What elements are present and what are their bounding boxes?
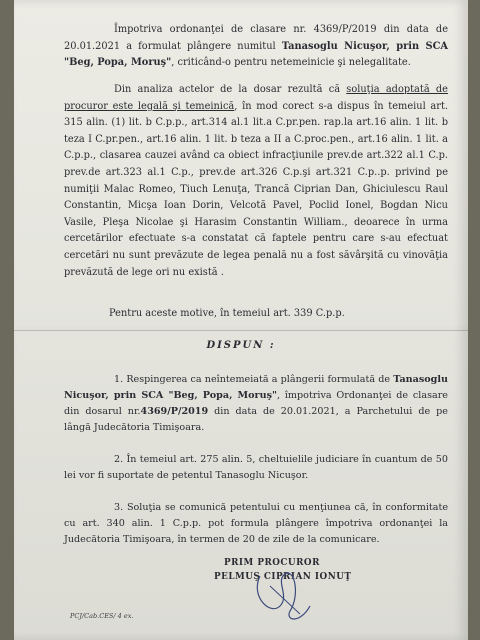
- section-heading: DISPUN :: [206, 340, 276, 351]
- case-number: 4369/P/2019: [140, 406, 209, 417]
- petitioner-name: Tanasoglu Nicuşor, prin SCA "Beg, Popa, Moruş": [64, 40, 448, 69]
- text: , în mod corect s-a dispus în temeiul art. 315 alin. (1) lit. b C.p.p., art.314 al.1 lit.a C.pr.pen. rap.la art.16 alin. 1 lit. b teza I C.pr.pen., art.16 alin. 1 lit. b teza a II a C.proc.pen., art.16 alin. 1 lit. a C.p.p., clasarea cauzei având ca obiect infracţiunile prev.de art.322 al.1 C.p. prev.de art.323 al.1 C.p., prev.de art.326 C.p.şi art.321 C.p..p. privind pe numiţii Malac Romeo, Tiuch Lenuţa, Trancă Ciprian Dan, Ghiciulescu Raul Constantin, Micşa Ioan Dorin, Velcotă Pavel, Poclid Ionel, Bogdan Nicu Vasile, Pleşa Nicolae şi Harasim Constantin William., deoarece în urma cercetărilor efectuate s-a constatat că faptele pentru care s-au efectuat cercetări nu sunt prevăzute de legea penală nu a fost săvârşită cu vinovăţia prevăzută de lege ori nu există .: [64, 100, 449, 278]
- text: , criticând-o pentru netemeinicie şi nelegalitate.: [171, 57, 411, 69]
- disposition-item-1: [64, 372, 448, 436]
- paragraph-complaint: [64, 22, 448, 72]
- signature-title: PRIM PROCUROR: [224, 558, 320, 568]
- text: , împotriva Ordonanţei de clasare din dosarul nr.: [64, 390, 448, 417]
- paragraph-analysis: [64, 82, 448, 281]
- handwritten-signature-icon: [240, 566, 330, 626]
- petitioner-name: Tanasoglu Nicuşor, prin SCA "Beg, Popa, Moruş": [64, 374, 448, 401]
- text: Împotriva ordonanţei de clasare nr. 4369/P/2019 din data de 20.01.2021 a formulat plângere numitul: [64, 24, 448, 52]
- signature-name: PELMUŞ CIPRIAN IONUŢ: [214, 572, 352, 582]
- text: din data de 20.01.2021, a Parchetului de pe lângă Judecătoria Timişoara.: [64, 406, 448, 433]
- paragraph-motives: Pentru aceste motive, în temeiul art. 339 C.p.p.: [109, 308, 345, 319]
- reference-code: PCJ/Cab.CES/ 4 ex.: [70, 612, 134, 620]
- paper-fold: [14, 330, 468, 331]
- text: 1. Respingerea ca neîntemeiată a plângerii formulată de: [114, 374, 394, 385]
- disposition-item-2: 2. În temeiul art. 275 alin. 5, cheltuielile judiciare în cuantum de 50 lei vor fi suportate de petentul Tanasoglu Nicuşor.: [64, 454, 448, 481]
- document-page: [14, 0, 468, 640]
- underlined-conclusion: soluţia adoptată de procuror este legală şi temeinică: [64, 84, 448, 112]
- text: Din analiza actelor de la dosar rezultă că: [114, 84, 347, 95]
- disposition-item-3: 3. Soluţia se comunică petentului cu menţiunea că, în conformitate cu art. 340 alin. 1 C.p.p. pot formula plângere împotriva ordonanţei la Judecătoria Timişoara, în termen de 20 de zile de la comunicare.: [64, 502, 448, 545]
